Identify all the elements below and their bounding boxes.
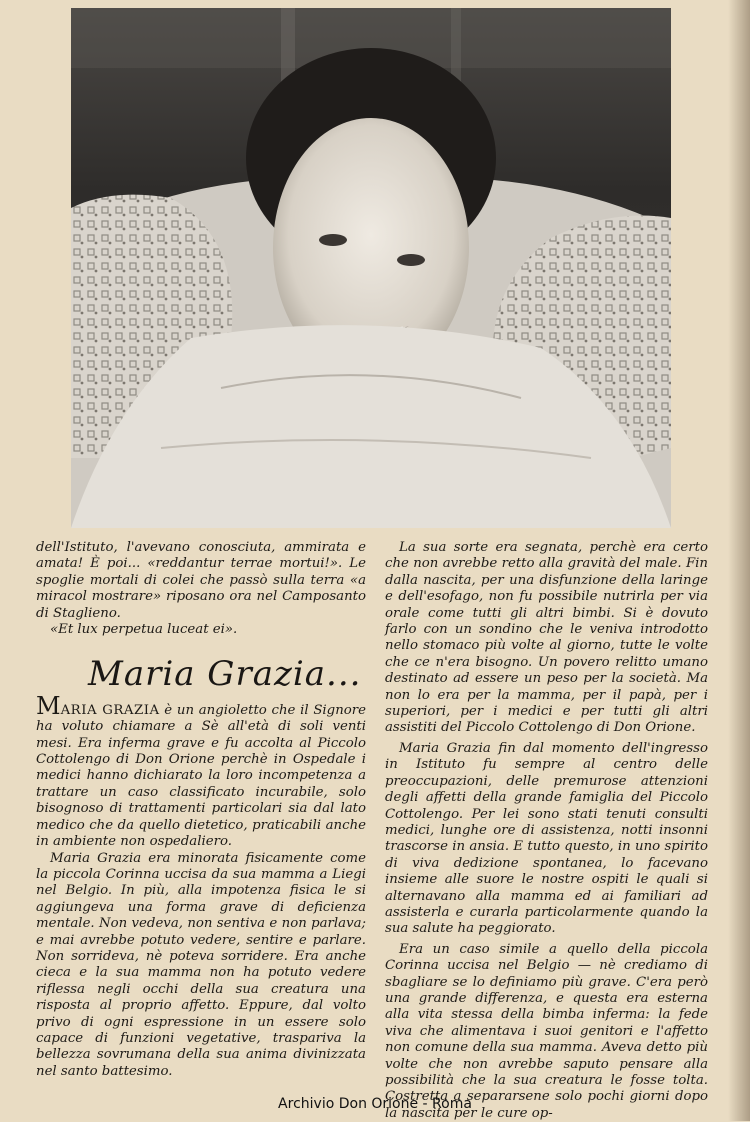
left-paragraph-2: «Et lux perpetua luceat ei». [50, 622, 238, 638]
right-paragraph-3: Era un caso simile a quello della piccola Corinna uccisa nel Belgio — nè crediamo di sbagliare se lo definiamo più grave. C'era però una grande differenza, e questa era esterna alla vita stessa della bimba inferma: la fede viva che alimentava i suoi genitori e l'affetto non comune della sua mamma. Aveva detto più volte che non avrebbe saputo pensare alla possibilità che la sua creatura le fosse tolta. Costretta a separarsene solo pochi giorni dopo la nascita per le cure op- [385, 941, 708, 1121]
page-edge-shadow [728, 0, 750, 1121]
right-paragraph-2: Maria Grazia fin dal momento dell'ingresso in Istituto fu sempre al centro delle preoccupazioni, delle premurose attenzioni degli affetti della grande famiglia del Piccolo Cottolengo. Per lei sono stati tenuti consulti medici, lunghe ore di assistenza, notti insonni trascorse in ansia. E tutto questo, in uno spirito di viva dedizione spontanea, lo facevano insieme alle suore le nostre ospiti le quali si alternavano alla mamma ed ai familiari ad assisterla e curarla particolarmente quando la sua salute ha peggiorato. [385, 740, 708, 937]
lead-caps: ARIA GRAZIA [60, 702, 160, 718]
right-paragraph-1: La sua sorte era segnata, perchè era certo che non avrebbe retto alla gravità del male. Fin dalla nascita, per una disfunzione della laringe e dell'esofago, non fu possibile nutrirla per via orale come tutti gli altri bimbi. Si è dovuto farlo con un sondino che le veniva introdotto nello stomaco più volte al giorno, tutte le volte che ce n'era bisogno. Un povero relitto umano destinato ad essere un peso per la società. Ma non lo era per la mamma, per il papà, per i superiori, per i medici e per tutti gli altri assistiti del Piccolo Cottolengo di Don Orione. [385, 540, 708, 736]
article-title: Maria Grazia... [88, 654, 362, 695]
left-paragraph-4: Maria Grazia era minorata fisicamente come la piccola Corinna uccisa da sua mamma a Liegi nel Belgio. In più, alla impotenza fisica le si aggiungeva una forma grave di deficienza mentale. Non vedeva, non sentiva e non parlava; e mai avrebbe potuto vedere, sentire e parlare. Non sorrideva, nè poteva sorridere. Era anche cieca e la sua mamma non ha potuto vedere riflessa negli occhi della sua creatura una risposta al proprio affetto. Eppure, dal volto privo di ogni espressione in un essere solo capace di funzioni vegetative, traspariva la bellezza sovrumana della sua anima divinizzata nel santo battesimo. [36, 850, 366, 1079]
left-paragraph-3 [36, 691, 366, 851]
portrait-photo [71, 8, 671, 528]
drop-cap: M [36, 691, 61, 720]
left-paragraph-3-text: è un angioletto che il Signore ha voluto chiamare a Sè all'età di soli venti mesi. Era inferma grave e fu accolta al Piccolo Cottolengo di Don Orione perchè in Ospedale i medici hanno dichiarato la loro incompetenza a trattare un caso classificato incurabile, solo bisognoso di trattamenti particolari sia dal lato medico che da quello dietetico, praticabili anche in ambiente non ospedaliero. [36, 702, 366, 850]
left-paragraph-1: dell'Istituto, l'avevano conosciuta, ammirata e amata! È poi... «reddantur terrae mortui!». Le spoglie mortali di colei che passò sulla terra «a miracol mostrare» riposano ora nel Camposanto di Staglieno. [36, 540, 366, 621]
archive-footer: Archivio Don Orione - Roma [278, 1096, 472, 1112]
photo-illustration [71, 8, 671, 528]
right-column [385, 540, 708, 1122]
left-column [36, 540, 366, 1080]
